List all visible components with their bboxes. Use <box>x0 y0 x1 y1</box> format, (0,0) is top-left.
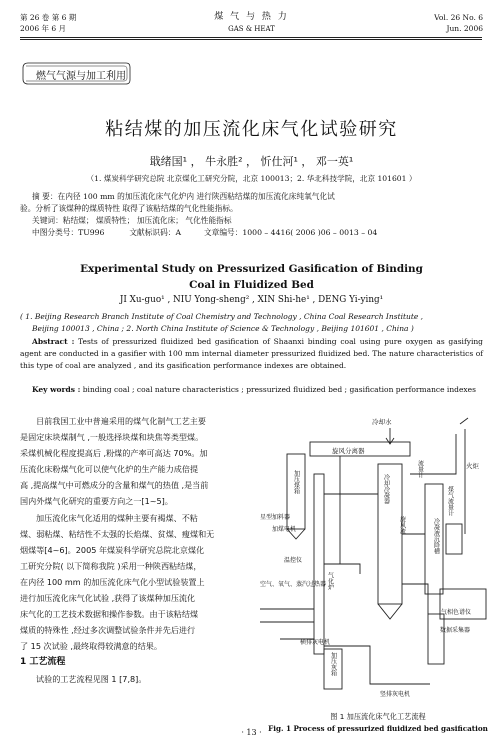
body-line: 床气化的工艺技术数据和操作参数。由于该粘结煤 <box>20 609 199 620</box>
body-line: 了 15 次试验 ,最终取得较满意的结果。 <box>20 641 162 652</box>
section-first-line: 试验的工艺流程见图 1 [7,8]。 <box>36 673 147 684</box>
body-text <box>20 413 255 687</box>
label-ash-box: 加压灰箱 <box>329 652 337 676</box>
journal-volume-en: Vol. 26 No. 6 <box>434 13 483 22</box>
body-line: 国内外煤气化研究的重要方向之一[1~5]。 <box>20 496 173 507</box>
clc-value: TU996 <box>78 228 105 237</box>
body-line: 煤、弱粘煤、粘结性不太强的长焰煤、贫煤、瘦煤和无 <box>20 528 215 539</box>
abstract-en-text: Tests of pressurized fluidized bed gasification of Shaanxi binding coal using pure oxygen as gasifying agent are conducted in a gasifier with 100 mm internal diameter pressurized fluidized bed. The nature characteristics of this type of coal are analyzed , and its gasification performance indexes are obtained. <box>20 337 483 370</box>
affiliation-en-line2: Beijing 100013 , China ; 2. North China Institute of Science & Technology , Beijing 101601 , China ) <box>32 324 414 333</box>
doc-code-label: 文献标识码： <box>129 228 176 237</box>
label-gas-meter: 煤气流量计 <box>446 486 454 516</box>
label-gasifier: 气化炉 <box>326 572 334 590</box>
label-cooling-water: 冷却水 <box>372 418 392 426</box>
label-ash-motor: 横排灰电机 <box>300 639 331 646</box>
keywords-cn: 粘结煤； 煤质特性； 加压流化床； 气化性能指标 <box>62 216 232 225</box>
article-no-label: 文章编号： <box>203 228 243 237</box>
body-line: 加压流化床气化适用的煤种主要有褐煤、不粘 <box>36 512 198 523</box>
process-figure <box>260 414 496 704</box>
label-temp-control: 温控仪 <box>284 557 303 564</box>
affiliation-cn: （1. 煤炭科学研究总院 北京煤化工研究分院，北京 100013；2. 华北科技学院，北京 101601 ） <box>86 174 417 183</box>
label-gc: 气相色谱仪 <box>441 609 472 616</box>
process-diagram <box>260 414 496 704</box>
figure-caption-en: Fig. 1 Process of pressurized fluidized bed gasification <box>268 724 488 733</box>
journal-date-cn: 2006 年 6 月 <box>20 24 67 33</box>
abstract-en <box>20 336 483 372</box>
body-line: 采煤机械化程度提高后 ,粉煤的产率可高达 70%。加 <box>20 448 208 459</box>
header-rule <box>20 37 482 38</box>
journal-name-en: GAS & HEAT <box>228 25 275 33</box>
body-line: 工研究分院( 以下简称我院 )采用一种陕西粘结煤， <box>20 560 202 571</box>
journal-name-cn: 煤 气 与 热 力 <box>214 12 289 22</box>
body-line: 煤质的特殊性 ,经过多次调整试验条件并先后进行 <box>20 625 196 636</box>
label-cyclone: 旋风分离器 <box>332 447 365 455</box>
body-line: 压流化床粉煤气化可以使气化炉的生产能力成倍提 <box>20 464 199 475</box>
page-number: · 13 · <box>241 728 262 737</box>
section-tag-label: 燃气气源与加工利用 <box>36 71 126 82</box>
label-speed-motor: 加煤电机 <box>272 526 297 533</box>
label-flowmeter: 流量计 <box>416 460 424 478</box>
label-dust-tank: 冷凝液沉降槽 <box>432 518 440 554</box>
abstract-cn-label: 摘 要： <box>32 192 58 201</box>
keywords-en <box>20 384 483 396</box>
journal-date-en: Jun. 2006 <box>446 24 483 33</box>
keywords-en-text: binding coal ; coal nature characteristics ; pressurized fluidized bed ; gasification performance indexes <box>82 385 476 394</box>
body-line: 在内径 100 mm 的加压流化床气化小型试验装置上 <box>20 576 205 587</box>
label-air-steam: 空气、氧气、蒸汽过热器 <box>260 581 327 588</box>
abstract-cn-line2: 验。分析了该煤种的煤质特性 取得了该粘结煤的气化性能指标。 <box>20 204 238 213</box>
label-cooler: 冷却冷凝器 <box>382 474 390 504</box>
label-cyclone2: 旋风流 <box>398 516 406 534</box>
keywords-en-label: Key words : <box>32 385 81 394</box>
abstract-cn-line1: 在内径 100 mm 的加压流化床气化炉内 进行陕西粘结煤的加压流化床纯氧气化试 <box>57 192 335 201</box>
body-line: 高 ,提高煤气中可燃成分的含量和煤气的热值 ,是当前 <box>20 480 209 491</box>
body-line: 烟煤等[4~6]。2005 年煤炭科学研究总院北京煤化 <box>20 544 205 555</box>
affiliation-en-line1: ( 1. Beijing Research Branch Institute of Coal Chemistry and Technology , China Coal Research Institute , <box>20 312 424 321</box>
figure-caption-cn: 图 1 加压流化床气化工艺流程 <box>330 712 426 721</box>
journal-issue-cn: 第 26 卷 第 6 期 <box>20 13 77 22</box>
section-tag <box>20 60 132 87</box>
label-coal-silo: 加压煤箱 <box>292 470 300 494</box>
label-torch: 火炬 <box>466 462 479 470</box>
header-rule-2 <box>20 39 482 40</box>
clc-label: 中图分类号： <box>32 228 79 237</box>
doc-code-value: A <box>175 228 182 237</box>
body-line: 是固定床块煤制气 ,一般选择块煤和块焦等类型煤。 <box>20 432 204 443</box>
label-vertical-ash-motor: 竖排灰电机 <box>380 691 411 698</box>
section-heading: 1 工艺流程 <box>20 657 66 668</box>
body-line: 进行加压流化床气化试验 ,获得了该煤种加压流化 <box>20 593 196 604</box>
label-data-acq: 数据采集器 <box>440 627 471 634</box>
label-star-feeder: 星型加料器 <box>260 514 291 521</box>
abstract-en-label: Abstract : <box>32 337 75 346</box>
authors-en: JI Xu-guo¹ , NIU Yong-sheng² , XIN Shi-he¹ , DENG Yi-ying¹ <box>119 295 384 305</box>
keywords-cn-label: 关键词： <box>32 216 63 225</box>
paper-title-cn: 粘结煤的加压流化床气化试验研究 <box>105 119 398 140</box>
body-line: 目前我国工业中普遍采用的煤气化制气工艺主要 <box>36 416 206 426</box>
paper-title-en-line2: Coal in Fluidized Bed <box>189 279 314 291</box>
abstract-cn <box>20 191 482 239</box>
authors-cn: 戢绪国¹ ， 牛永胜² ， 忻仕河¹ ， 邓一英¹ <box>149 155 354 168</box>
article-no-value: 1000 – 4416( 2006 )06 – 0013 – 04 <box>242 228 378 237</box>
paper-title-en-line1: Experimental Study on Pressurized Gasification of Binding <box>80 263 423 275</box>
